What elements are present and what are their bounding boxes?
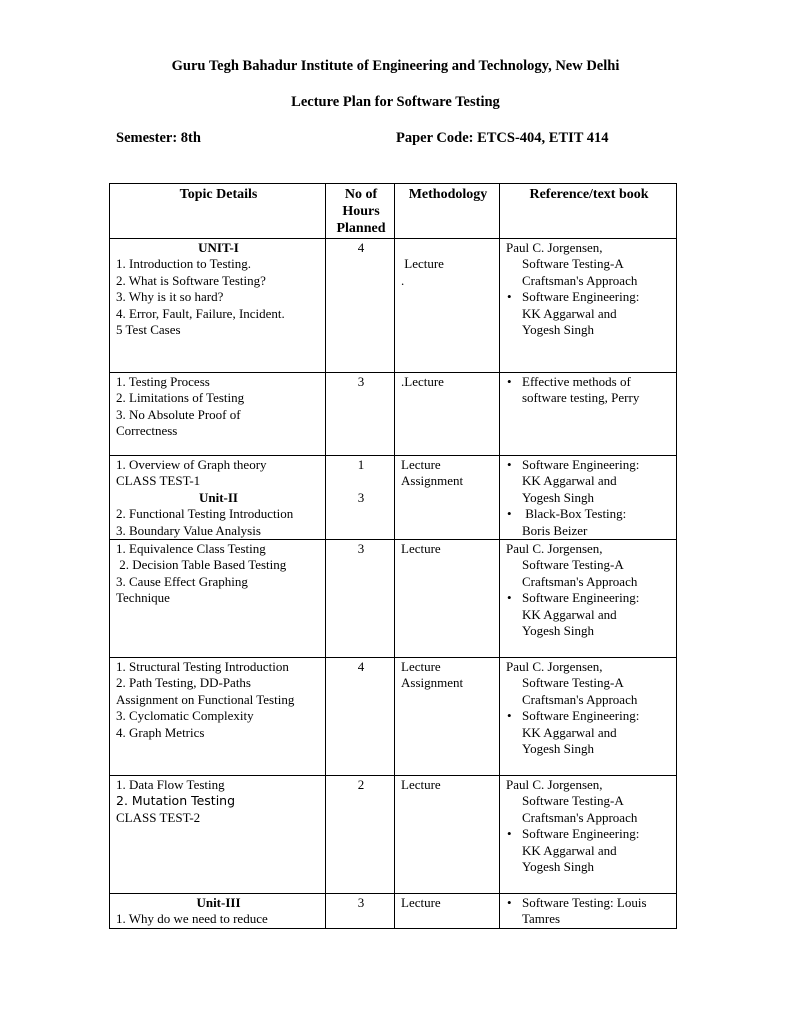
methodology-line: Lecture — [401, 895, 441, 911]
reference-cell — [500, 540, 677, 658]
topic-line: 4. Graph Metrics — [116, 724, 205, 740]
reference-bullet-item: • Software Engineering: — [507, 457, 640, 472]
hours-value: 2 — [357, 777, 365, 793]
hours-cell — [326, 658, 395, 776]
reference-line: Software Testing-A — [522, 793, 624, 809]
reference-line: Software Testing-A — [522, 557, 624, 573]
topic-line: 3. Boundary Value Analysis — [116, 522, 261, 538]
topic-line: 1. Why do we need to reduce — [116, 911, 268, 927]
hours-value: 3 — [357, 895, 365, 911]
methodology-line: Lecture — [401, 457, 441, 472]
methodology-line: .Lecture — [401, 374, 444, 389]
unit-heading: Unit-II — [198, 489, 238, 505]
methodology-cell — [395, 373, 500, 456]
bullet-icon: • — [507, 826, 512, 842]
header-hours-line-3: Planned — [336, 221, 386, 236]
topic-cell — [110, 776, 326, 894]
topic-line: 1. Structural Testing Introduction — [116, 659, 289, 675]
topic-line: 3. Why is it so hard? — [116, 289, 224, 305]
topic-cell — [110, 658, 326, 776]
hours-cell — [326, 239, 395, 373]
hours-cell — [326, 373, 395, 456]
reference-line: Paul C. Jorgensen, — [506, 240, 603, 255]
hours-cell — [326, 456, 395, 540]
topic-cell — [110, 239, 326, 373]
reference-line: KK Aggarwal and — [522, 305, 617, 321]
header-methodology: Methodology — [395, 184, 500, 239]
methodology-line: . — [401, 272, 405, 288]
topic-line: Assignment on Functional Testing — [116, 691, 295, 707]
reference-line: Craftsman's Approach — [522, 272, 638, 288]
reference-cell — [500, 776, 677, 894]
methodology-cell — [395, 658, 500, 776]
methodology-cell — [395, 456, 500, 540]
reference-bullet-item: • Software Engineering: — [507, 590, 640, 606]
bullet-icon: • — [507, 590, 512, 606]
header-hours-line-2: Hours — [342, 204, 380, 219]
topic-line: 1. Data Flow Testing — [116, 777, 225, 793]
topic-line: 2. Mutation Testing — [116, 793, 236, 809]
methodology-line — [401, 240, 495, 256]
reference-line: Craftsman's Approach — [522, 691, 638, 707]
topic-line: 1. Equivalence Class Testing — [116, 541, 266, 557]
table-row — [110, 373, 677, 456]
methodology-line: Lecture — [401, 256, 444, 272]
bullet-icon: • — [507, 506, 512, 522]
topic-line: 1. Introduction to Testing. — [116, 256, 251, 272]
bullet-icon: • — [507, 895, 512, 911]
reference-cell — [500, 456, 677, 540]
topic-line: 2. Decision Table Based Testing — [116, 557, 287, 573]
bullet-icon: • — [507, 457, 512, 472]
reference-line: Craftsman's Approach — [522, 809, 638, 825]
reference-line: Boris Beizer — [522, 522, 588, 538]
hours-cell — [326, 776, 395, 894]
unit-heading: UNIT-I — [198, 240, 239, 255]
hours-cell — [326, 894, 395, 929]
methodology-cell — [395, 894, 500, 929]
reference-line: Paul C. Jorgensen, — [506, 659, 603, 675]
hours-value: 3 — [357, 489, 365, 505]
table-row — [110, 776, 677, 894]
plan-title: Lecture Plan for Software Testing — [291, 94, 500, 110]
topic-line: 1. Testing Process — [116, 374, 210, 389]
bullet-icon: • — [507, 289, 512, 305]
header-hours-line-1: No of — [344, 187, 378, 202]
topic-line: 3. No Absolute Proof of — [116, 406, 241, 422]
topic-cell — [110, 540, 326, 658]
table-row — [110, 456, 677, 540]
reference-bullet-item: • Software Engineering: — [507, 289, 640, 305]
table-header-row — [110, 184, 677, 239]
header-hours-planned — [326, 184, 395, 239]
reference-cell — [500, 894, 677, 929]
unit-heading: Unit-III — [196, 895, 241, 911]
reference-line: software testing, Perry — [522, 390, 640, 406]
methodology-cell — [395, 540, 500, 658]
hours-value: 3 — [357, 541, 365, 557]
reference-line: Paul C. Jorgensen, — [506, 777, 603, 793]
reference-line: KK Aggarwal and — [522, 473, 617, 489]
methodology-cell — [395, 776, 500, 894]
reference-cell — [500, 658, 677, 776]
hours-cell — [326, 540, 395, 658]
topic-line: 1. Overview of Graph theory — [116, 457, 267, 472]
reference-bullet-item: • Software Testing: Louis — [507, 895, 647, 911]
reference-line: Software Testing-A — [522, 256, 624, 272]
header-reference-book: Reference/text book — [500, 184, 677, 239]
methodology-cell — [395, 239, 500, 373]
semester-label: Semester: 8th — [116, 130, 201, 146]
topic-line: 5 Test Cases — [116, 322, 181, 338]
reference-line: KK Aggarwal and — [522, 842, 617, 858]
bullet-icon: • — [507, 708, 512, 724]
reference-bullet-item: • Effective methods of — [507, 374, 631, 389]
table-row — [110, 894, 677, 929]
topic-cell — [110, 894, 326, 929]
paper-code-label: Paper Code: ETCS-404, ETIT 414 — [396, 130, 609, 146]
methodology-line: Lecture — [401, 541, 441, 557]
reference-line: Yogesh Singh — [522, 623, 595, 639]
hours-value: 4 — [357, 240, 365, 255]
methodology-line: Lecture — [401, 777, 441, 793]
reference-line: KK Aggarwal and — [522, 724, 617, 740]
bullet-icon: • — [507, 374, 512, 389]
topic-line: 2. Path Testing, DD-Paths — [116, 675, 251, 691]
hours-value: 1 — [357, 457, 365, 472]
topic-line: 2. Limitations of Testing — [116, 390, 245, 406]
topic-line: 2. Functional Testing Introduction — [116, 506, 294, 522]
table-row — [110, 658, 677, 776]
topic-cell — [110, 456, 326, 540]
methodology-line: Assignment — [401, 675, 464, 691]
methodology-line: Assignment — [401, 473, 464, 489]
reference-line: KK Aggarwal and — [522, 606, 617, 622]
reference-cell — [500, 373, 677, 456]
topic-line: CLASS TEST-2 — [116, 809, 201, 825]
methodology-line: Lecture — [401, 659, 441, 675]
topic-line: Technique — [116, 590, 170, 606]
reference-bullet-item: • Black-Box Testing: — [507, 506, 627, 522]
hours-value: 3 — [357, 374, 365, 389]
topic-line: 2. What is Software Testing? — [116, 272, 266, 288]
lecture-plan-table — [109, 183, 677, 929]
reference-line: Yogesh Singh — [522, 741, 595, 757]
topic-line: 3. Cause Effect Graphing — [116, 573, 248, 589]
header-topic-details: Topic Details — [110, 184, 326, 239]
reference-line: Yogesh Singh — [522, 489, 595, 505]
hours-value: 4 — [357, 659, 365, 675]
topic-line: 4. Error, Fault, Failure, Incident. — [116, 305, 285, 321]
table-row — [110, 239, 677, 373]
topic-line: 3. Cyclomatic Complexity — [116, 708, 254, 724]
reference-line: Yogesh Singh — [522, 322, 595, 338]
institute-name: Guru Tegh Bahadur Institute of Engineering and Technology, New Delhi — [171, 58, 620, 74]
reference-bullet-item: • Software Engineering: — [507, 826, 640, 842]
reference-line: Yogesh Singh — [522, 859, 595, 875]
reference-line: Software Testing-A — [522, 675, 624, 691]
reference-cell — [500, 239, 677, 373]
reference-line: Tamres — [522, 911, 561, 927]
table-row — [110, 540, 677, 658]
reference-line: Craftsman's Approach — [522, 573, 638, 589]
reference-bullet-item: • Software Engineering: — [507, 708, 640, 724]
topic-line: Correctness — [116, 423, 178, 439]
topic-cell — [110, 373, 326, 456]
reference-line: Paul C. Jorgensen, — [506, 541, 603, 557]
topic-line: CLASS TEST-1 — [116, 473, 201, 489]
